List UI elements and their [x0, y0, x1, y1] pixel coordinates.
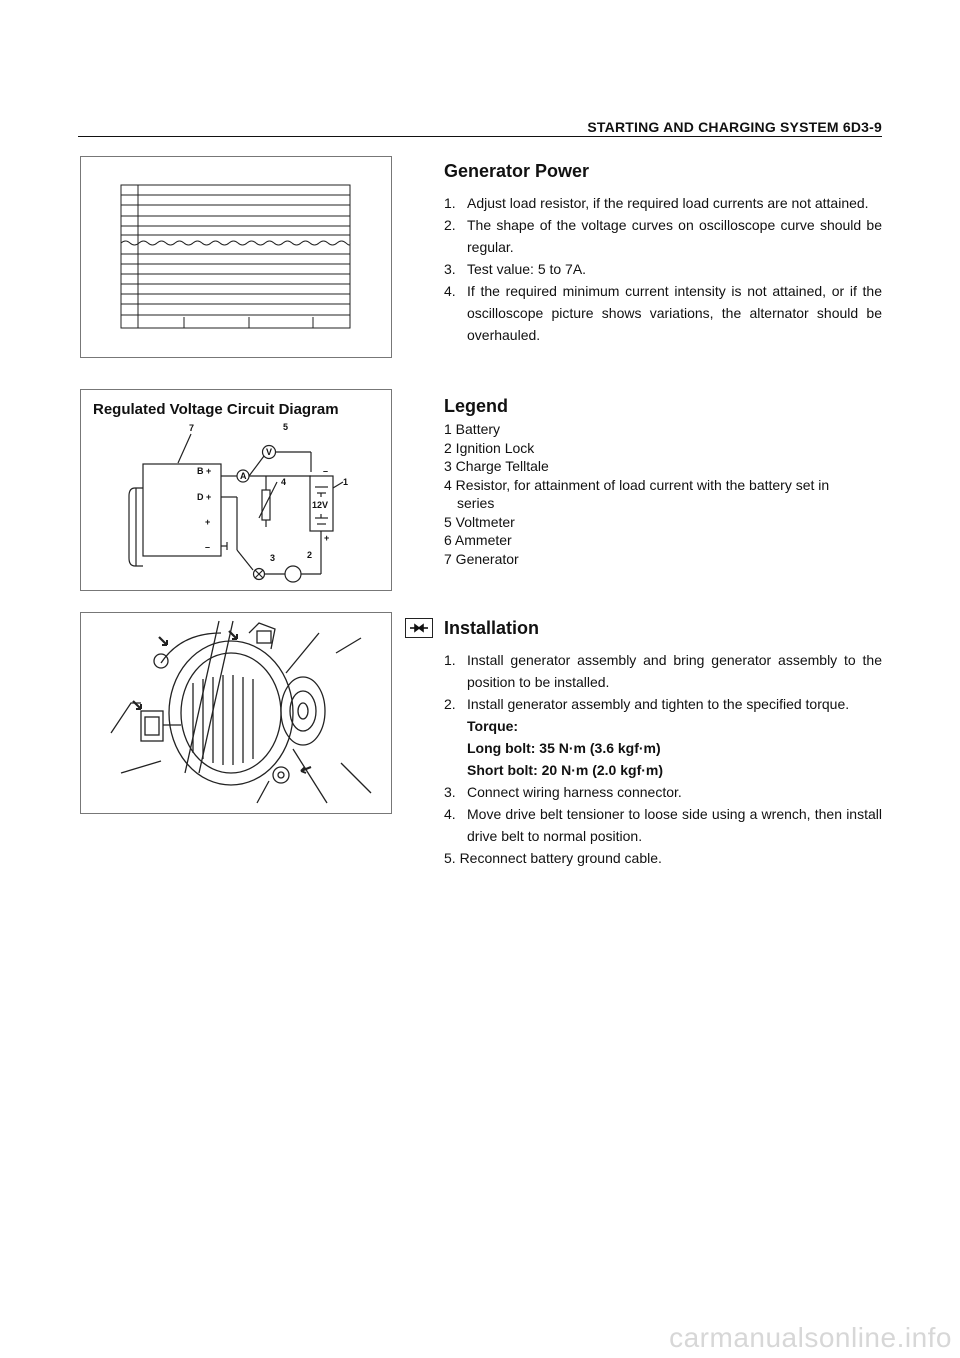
installation-steps — [444, 649, 882, 715]
list-item — [444, 258, 882, 280]
step-text: Move drive belt tensioner to loose side using a wrench, then install drive belt to normal position. — [467, 806, 882, 844]
legend-section — [444, 396, 882, 568]
step-text: Test value: 5 to 7A. — [467, 261, 587, 277]
step-text: Connect wiring harness connector. — [467, 784, 682, 800]
torque-short-bolt: Short bolt: 20 N·m (2.0 kgf·m) — [467, 762, 664, 778]
legend-list — [444, 420, 882, 568]
legend-item-continuation: series — [457, 495, 495, 511]
label-7: 7 — [189, 423, 195, 433]
step-text: Adjust load resistor, if the required load currents are not attained. — [467, 195, 869, 211]
step-number: 3. — [444, 261, 456, 277]
step-number: 2. — [444, 217, 456, 233]
oscilloscope-figure — [80, 156, 392, 358]
list-item — [444, 214, 882, 258]
step-number: 1. — [444, 652, 456, 668]
circuit-diagram-figure — [80, 389, 392, 591]
legend-item: 6 Ammeter — [444, 532, 512, 548]
step-number: 1. — [444, 195, 456, 211]
circuit-diagram — [81, 390, 391, 590]
generator-installation-figure — [80, 612, 392, 814]
install-arrows-icon — [405, 618, 433, 638]
list-item — [444, 192, 882, 214]
list-item — [444, 649, 882, 693]
header-rule — [78, 136, 882, 137]
terminal-b-plus: B + — [197, 466, 212, 476]
step-text: Install generator assembly and tighten to the specified torque. — [467, 696, 850, 712]
terminal-minus: – — [205, 542, 211, 552]
installation-final-step: 5. Reconnect battery ground cable. — [444, 850, 662, 866]
torque-long-bolt: Long bolt: 35 N·m (3.6 kgf·m) — [467, 740, 661, 756]
list-item — [444, 781, 882, 803]
generator-power-section — [444, 161, 882, 346]
legend-item: 5 Voltmeter — [444, 513, 515, 530]
generator-installation-illustration — [81, 613, 391, 813]
step-text: If the required minimum current intensity is not attained, or if the oscilloscope picture shows variations, the alternator should be overhauled. — [467, 283, 882, 343]
installation-steps-continued — [444, 781, 882, 847]
oscilloscope-screen-illustration — [81, 157, 391, 357]
battery-voltage-label: 12V — [312, 500, 329, 510]
page-header-title: STARTING AND CHARGING SYSTEM 6D3-9 — [587, 119, 882, 135]
battery-plus-label: + — [324, 533, 330, 543]
list-item — [444, 693, 882, 715]
label-4: 4 — [281, 477, 287, 487]
label-5: 5 — [283, 422, 289, 432]
step-number: 2. — [444, 696, 456, 712]
installation-section — [444, 618, 882, 869]
label-1: 1 — [343, 477, 349, 487]
torque-label: Torque: — [467, 718, 519, 734]
installation-heading: Installation — [444, 618, 540, 638]
list-item — [444, 803, 882, 847]
terminal-plus: + — [205, 517, 211, 527]
figure-caption: Regulated Voltage Circuit Diagram — [93, 401, 339, 418]
legend-item: 4 Resistor, for attainment of load current with the battery set in — [444, 476, 830, 493]
step-text: The shape of the voltage curves on oscilloscope curve should be regular. — [467, 217, 882, 255]
step-number: 4. — [444, 806, 456, 822]
legend-item: 2 Ignition Lock — [444, 439, 535, 456]
label-3: 3 — [270, 553, 276, 563]
legend-item: 1 Battery — [444, 421, 501, 437]
legend-item: 7 Generator — [444, 550, 519, 567]
install-arrows-glyph — [406, 619, 432, 637]
voltmeter-label: V — [266, 447, 273, 457]
generator-power-steps — [444, 192, 882, 346]
step-number: 4. — [444, 283, 456, 299]
label-2: 2 — [307, 550, 313, 560]
ammeter-label: A — [240, 471, 247, 481]
terminal-d-plus: D + — [197, 492, 212, 502]
site-watermark: carmanualsonline.info — [669, 1322, 952, 1353]
battery-minus-label: – — [323, 466, 329, 476]
generator-power-heading: Generator Power — [444, 161, 590, 181]
list-item — [444, 280, 882, 346]
legend-item: 3 Charge Telltale — [444, 458, 549, 474]
legend-heading: Legend — [444, 396, 509, 416]
step-text: Install generator assembly and bring generator assembly to the position to be installed. — [467, 652, 882, 690]
step-number: 3. — [444, 784, 456, 800]
